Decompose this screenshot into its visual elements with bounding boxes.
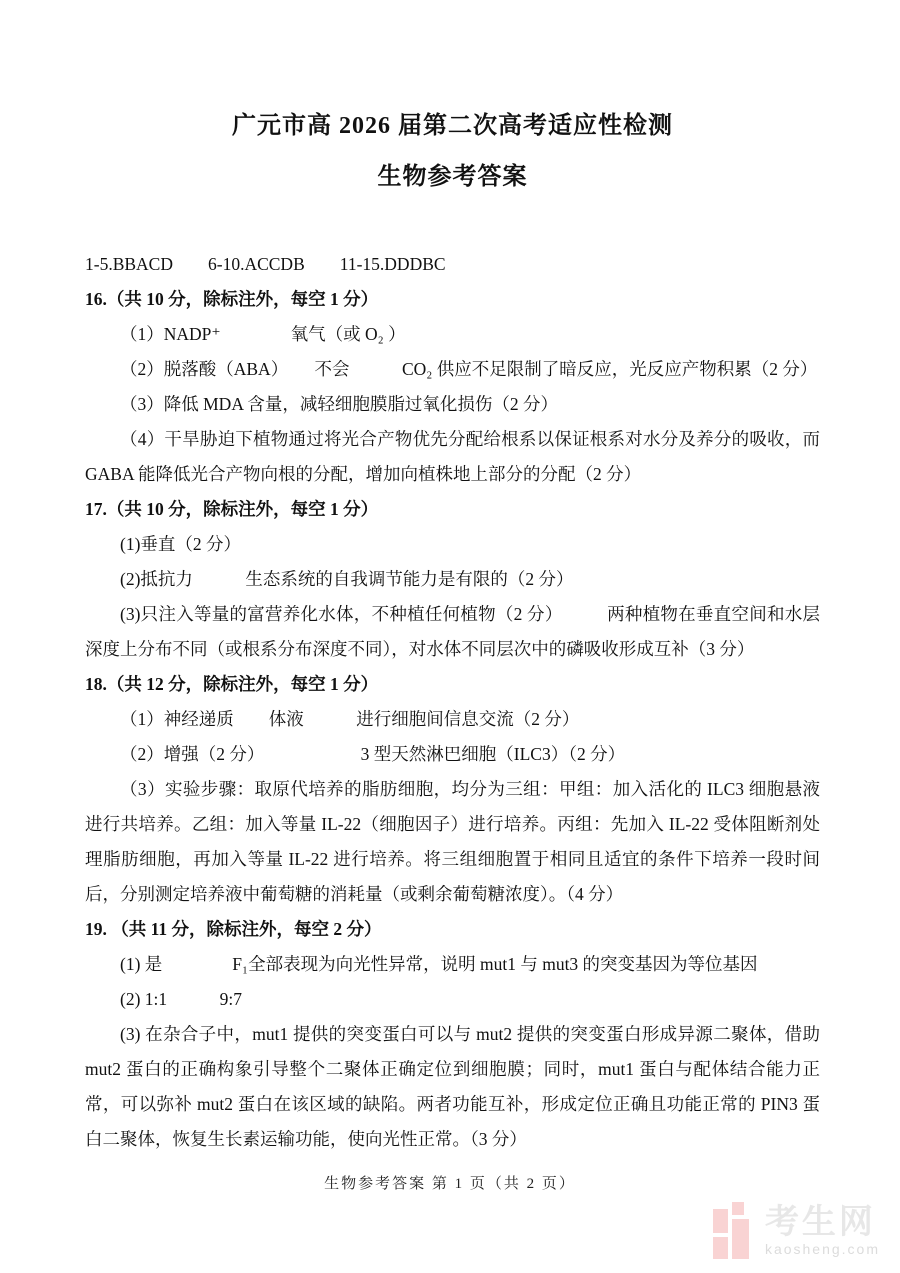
answer-paragraphs: [85, 282, 825, 1157]
q16-item-3: （3）降低 MDA 含量，减轻细胞膜脂过氧化损伤（2 分）: [120, 394, 558, 414]
kaosheng-watermark: [713, 1202, 880, 1260]
kaosheng-logo-icon: [713, 1202, 753, 1260]
q19-header: 19. （共 11 分，除标注外，每空 2 分）: [85, 919, 382, 939]
watermark-domain: kaosheng.com: [764, 1241, 880, 1257]
q16-item-1: （1）NADP⁺ 氧气（或 O₂ ）: [120, 324, 406, 344]
q19-item-3: (3) 在杂合子中，mut1 提供的突变蛋白可以与 mut2 提供的突变蛋白形成异源二聚体，借助 mut2 蛋白的正确构象引导整个二聚体正确定位到细胞膜；同时，mut1 蛋白与配体结合能力正常，可以弥补 mut2 蛋白在该区域的缺陷。两者功能互补，形成定位正确且功能正常的 PIN3 蛋白二聚体，恢复生长素运输功能，使向光性正常。（3 分）: [85, 1024, 825, 1149]
q18-item-3: （3）实验步骤：取原代培养的脂肪细胞，均分为三组：甲组：加入活化的 ILC3 细胞悬液进行共培养。乙组：加入等量 IL-22（细胞因子）进行培养。丙组：先加入 IL-22 受体阻断剂处理脂肪细胞，再加入等量 IL-22 进行培养。将三组细胞置于相同且适宜的条件下培养一段时间后，分别测定培养液中葡萄糖的消耗量（或剩余葡萄糖浓度）。（4 分）: [85, 779, 820, 904]
q17-item-2: (2)抵抗力 生态系统的自我调节能力是有限的（2 分）: [120, 569, 574, 589]
q19-item-2: (2) 1:1 9:7: [120, 989, 243, 1009]
q18-item-1: （1）神经递质 体液 进行细胞间信息交流（2 分）: [120, 709, 580, 729]
q18-header: 18.（共 12 分，除标注外，每空 1 分）: [85, 674, 379, 694]
q16-item-2: （2）脱落酸（ABA） 不会 CO₂ 供应不足限制了暗反应，光反应产物积累（2 分）: [120, 359, 818, 379]
page-footer: 生物参考答案 第 1 页（共 2 页）: [324, 1176, 576, 1192]
q17-item-3: (3)只注入等量的富营养化水体，不种植任何植物（2 分） 两种植物在垂直空间和水层深度上分布不同（或根系分布深度不同），对水体不同层次中的磷吸收形成互补（3 分）: [85, 604, 820, 659]
q17-header: 17.（共 10 分，除标注外，每空 1 分）: [85, 499, 379, 519]
watermark-brand: 考生网: [764, 1204, 876, 1241]
q16-item-4: （4）干旱胁迫下植物通过将光合产物优先分配给根系以保证根系对水分及养分的吸收，而 GABA 能降低光合产物向根的分配，增加向植株地上部分的分配（2 分）: [85, 429, 825, 484]
q19-item-1: (1) 是 F₁全部表现为向光性异常，说明 mut1 与 mut3 的突变基因为等位基因: [120, 954, 758, 974]
page-subtitle: 生物参考答案: [377, 164, 528, 190]
page-title: 广元市高 2026 届第二次高考适应性检测: [232, 113, 673, 139]
watermark-text: [765, 1205, 880, 1257]
document-content: [85, 112, 825, 1157]
q17-item-1: (1)垂直（2 分）: [120, 534, 242, 554]
q16-header: 16.（共 10 分，除标注外，每空 1 分）: [85, 289, 379, 309]
choice-answers-line: 1-5.BBACD 6-10.ACCDB 11-15.DDDBC: [85, 254, 446, 274]
q18-item-2: （2）增强（2 分） 3 型天然淋巴细胞（ILC3）（2 分）: [120, 744, 626, 764]
